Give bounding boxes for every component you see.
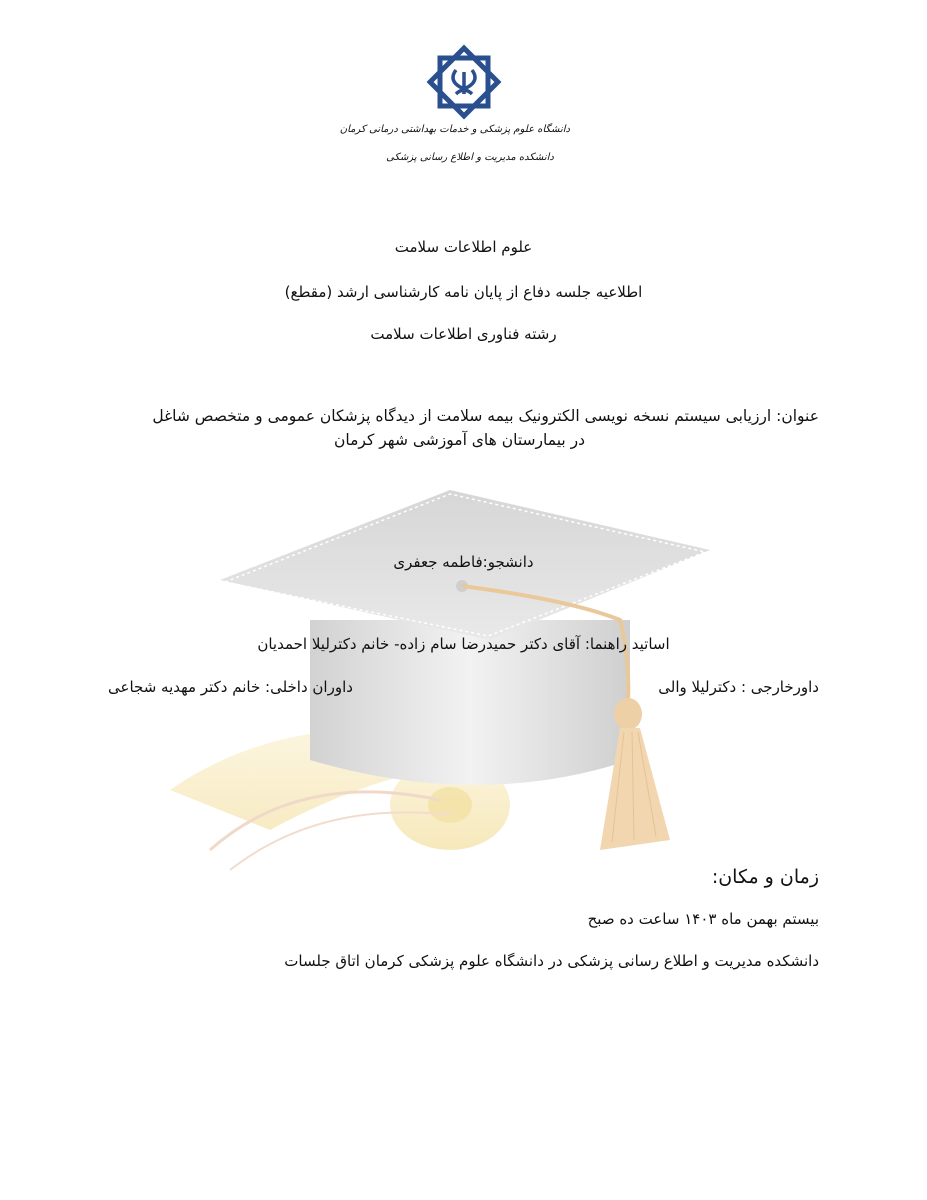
notice-title: اطلاعیه جلسه دفاع از پایان نامه کارشناسی ارشد (مقطع) bbox=[284, 283, 643, 301]
major-title: رشته فناوری اطلاعات سلامت bbox=[370, 325, 557, 343]
logo-caption-university: دانشگاه علوم پزشکی و خدمات بهداشتی درمانی کرمان bbox=[339, 124, 570, 135]
logo-caption-faculty: دانشکده مدیریت و اطلاع رسانی پزشکی bbox=[386, 152, 554, 163]
referees-row bbox=[108, 678, 819, 702]
thesis-title-line1: عنوان: ارزیابی سیستم نسخه نویسی الکترونیک بیمه سلامت از دیدگاه پزشکان عمومی و متخصص شاغل bbox=[152, 407, 819, 425]
defense-location: دانشکده مدیریت و اطلاع رسانی پزشکی در دانشگاه علوم پزشکی کرمان اتاق جلسات bbox=[284, 952, 819, 970]
university-emblem-icon bbox=[426, 44, 502, 120]
external-referee: داورخارجی : دکترلیلا والی bbox=[658, 678, 819, 696]
field-title: علوم اطلاعات سلامت bbox=[394, 238, 533, 256]
thesis-title bbox=[100, 404, 819, 452]
internal-referee: داوران داخلی: خانم دکتر مهدیه شجاعی bbox=[108, 678, 353, 696]
supervisors: اساتید راهنما: آقای دکتر حمیدرضا سام زاده- خانم دکترلیلا احمدیان bbox=[257, 635, 670, 653]
time-place-heading: زمان و مکان: bbox=[711, 866, 819, 888]
student-name: دانشجو:فاطمه جعفری bbox=[393, 553, 534, 571]
defense-date-time: بیستم بهمن ماه ۱۴۰۳ ساعت ده صبح bbox=[587, 910, 819, 928]
thesis-title-line2: در بیمارستان های آموزشی شهر کرمان bbox=[333, 431, 585, 449]
